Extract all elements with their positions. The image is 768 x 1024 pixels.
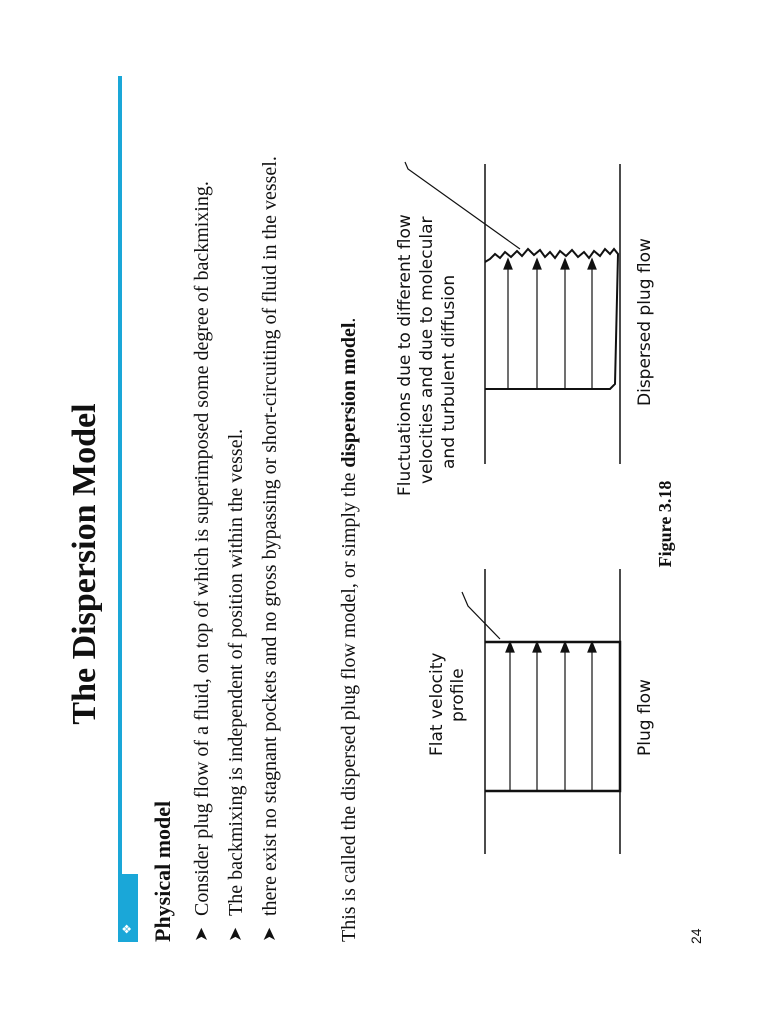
diamond-bullet-icon: ❖ xyxy=(120,923,134,935)
bullet-text: The backmixing is independent of position within the vessel. xyxy=(225,428,247,916)
dispersed-flow-panel xyxy=(395,162,655,496)
plug-flow-panel xyxy=(427,569,655,854)
leader-line xyxy=(462,592,500,639)
dispersed-velocity-profile xyxy=(485,249,618,389)
slide-title: The Dispersion Model xyxy=(66,403,103,725)
note-suffix: . xyxy=(338,317,360,323)
right-annotation-line2: velocities and due to molecular xyxy=(417,216,437,484)
section-heading: Physical model xyxy=(150,800,175,942)
dispersed-flow-label: Dispersed plug flow xyxy=(635,238,655,406)
right-annotation-line1: Fluctuations due to different flow xyxy=(395,214,415,496)
arrow-bullet-icon: ➤ xyxy=(225,926,246,942)
plug-flow-label: Plug flow xyxy=(635,679,655,756)
note-prefix: This is called the dispersed plug flow model, or simply the xyxy=(338,467,360,942)
flow-arrows xyxy=(504,259,596,389)
left-annotation-line1: Flat velocity xyxy=(427,652,447,756)
note-bold-term: dispersion model xyxy=(338,322,360,468)
right-annotation-line3: and turbulent diffusion xyxy=(439,274,459,469)
bullet-text: Consider plug flow of a fluid, on top of which is superimposed some degree of backmixing. xyxy=(191,181,213,916)
flat-velocity-profile xyxy=(485,642,620,791)
figure-caption: Figure 3.18 xyxy=(655,480,675,568)
arrow-bullet-icon: ➤ xyxy=(191,926,212,942)
flow-arrows xyxy=(506,642,596,791)
bullet-text: there exist no stagnant pockets and no gross bypassing or short-circuiting of fluid in the vessel. xyxy=(259,156,281,916)
left-annotation-line2: profile xyxy=(448,668,468,722)
arrow-bullet-icon: ➤ xyxy=(259,926,280,942)
page-number: 24 xyxy=(688,928,704,944)
